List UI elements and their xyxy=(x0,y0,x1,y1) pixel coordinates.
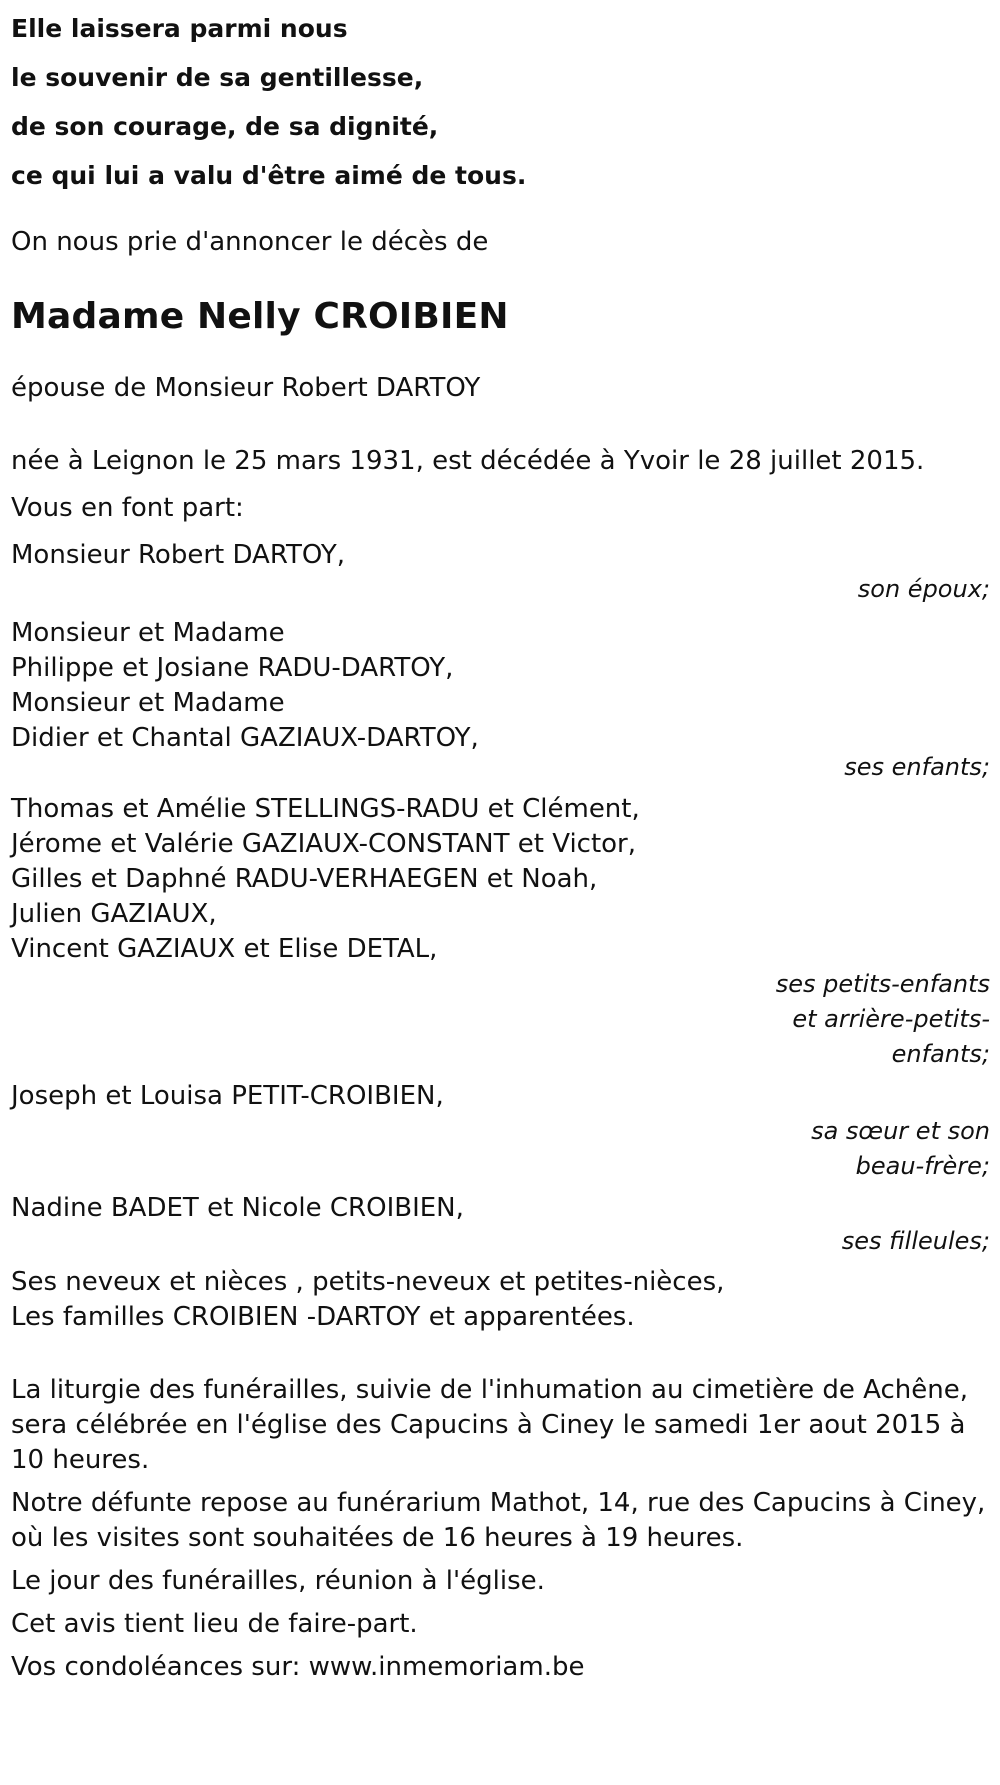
condolences-paragraph: Vos condoléances sur: www.inmemoriam.be xyxy=(11,1652,585,1682)
opening-quote xyxy=(11,4,990,200)
family-name-line: Gilles et Daphné RADU-VERHAEGEN et Noah, xyxy=(11,864,598,894)
quote-line: de son courage, de sa dignité, xyxy=(11,112,439,141)
relation-label: sa sœur et son beau-frère; xyxy=(811,1117,990,1180)
extended-family xyxy=(11,1265,990,1335)
relation-label: ses filleules; xyxy=(841,1227,990,1255)
relation-label: ses enfants; xyxy=(844,753,990,781)
family-group-spouse xyxy=(11,535,990,609)
family-name-line: Julien GAZIAUX, xyxy=(11,899,217,929)
announcement-intro: On nous prie d'annoncer le décès de xyxy=(11,227,489,257)
relation-label: ses petits-enfants et arrière-petits- enfants; xyxy=(775,970,990,1068)
spouse-line: épouse de Monsieur Robert DARTOY xyxy=(11,373,481,403)
repose-paragraph: Notre défunte repose au funérarium Mathot, 14, rue des Capucins à Ciney, où les visites sont souhaitées de 16 heures à 19 heures. xyxy=(11,1488,986,1553)
meeting-paragraph: Le jour des funérailles, réunion à l'église. xyxy=(11,1566,545,1596)
family-name-line: Thomas et Amélie STELLINGS-RADU et Clément, xyxy=(11,794,640,824)
family-name-line: Monsieur et Madame xyxy=(11,688,285,718)
family-name-line: Monsieur Robert DARTOY, xyxy=(11,540,346,570)
family-name-line: Les familles CROIBIEN -DARTOY et apparentées. xyxy=(11,1302,635,1332)
liturgy-paragraph: La liturgie des funérailles, suivie de l'inhumation au cimetière de Achêne, sera célébrée en l'église des Capucins à Ciney le samedi 1er aout 2015 à 10 heures. xyxy=(11,1375,968,1475)
announce-line: Vous en font part: xyxy=(11,493,244,523)
family-name-line: Philippe et Josiane RADU-DARTOY, xyxy=(11,653,454,683)
family-name-line: Joseph et Louisa PETIT-CROIBIEN, xyxy=(11,1081,444,1111)
family-group-goddaughters xyxy=(11,1191,990,1259)
family-name-line: Ses neveux et nièces , petits-neveux et petites-nièces, xyxy=(11,1267,725,1297)
family-group-sibling xyxy=(11,1079,990,1184)
family-name-line: Vincent GAZIAUX et Elise DETAL, xyxy=(11,934,438,964)
family-name-line: Didier et Chantal GAZIAUX-DARTOY, xyxy=(11,723,479,753)
family-name-line: Nadine BADET et Nicole CROIBIEN, xyxy=(11,1193,464,1223)
notice-paragraph: Cet avis tient lieu de faire-part. xyxy=(11,1609,418,1639)
family-group-children xyxy=(11,616,990,785)
family-name-line: Jérome et Valérie GAZIAUX-CONSTANT et Victor, xyxy=(11,829,637,859)
family-group-grandchildren xyxy=(11,792,990,1072)
relation-label: son époux; xyxy=(857,575,990,603)
birth-death-line: née à Leignon le 25 mars 1931, est décédée à Yvoir le 28 juillet 2015. xyxy=(11,446,925,476)
quote-line: Elle laissera parmi nous xyxy=(11,14,348,43)
family-name-line: Monsieur et Madame xyxy=(11,618,285,648)
quote-line: le souvenir de sa gentillesse, xyxy=(11,63,424,92)
quote-line: ce qui lui a valu d'être aimé de tous. xyxy=(11,161,527,190)
deceased-name: Madame Nelly CROIBIEN xyxy=(11,296,509,337)
